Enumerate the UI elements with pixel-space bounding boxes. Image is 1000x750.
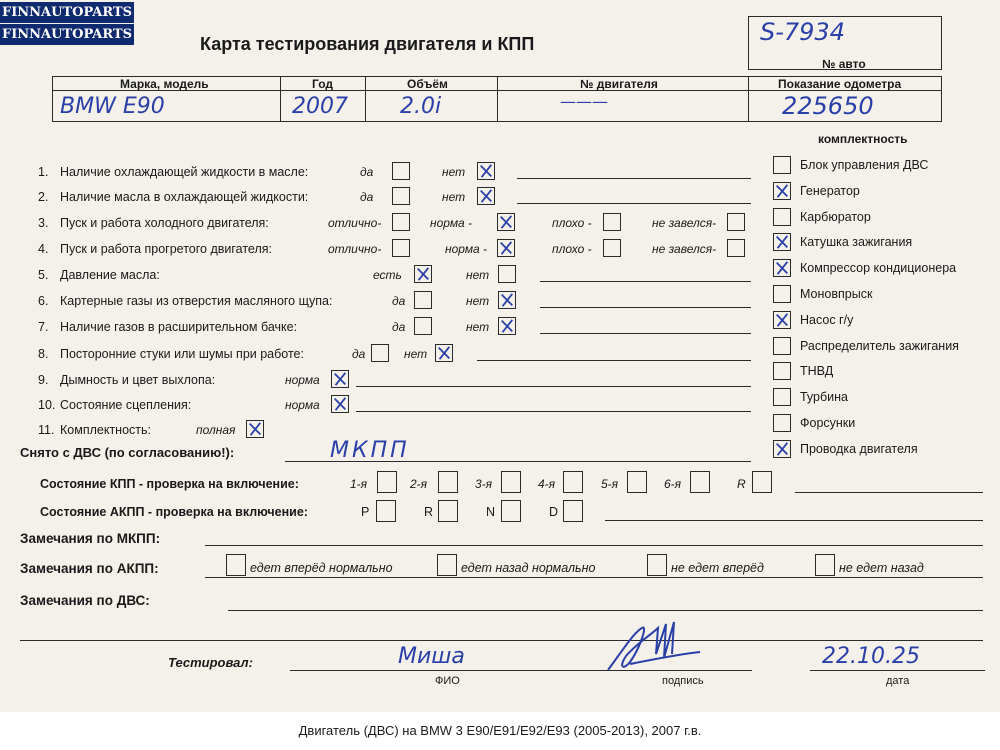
check-option-label: нет	[404, 347, 428, 361]
vin-label: № авто	[822, 57, 866, 71]
name-caption: ФИО	[435, 675, 460, 687]
kit-checkbox[interactable]	[773, 311, 791, 329]
akpp-note-checkbox[interactable]	[647, 554, 667, 576]
header-col-engine-no: № двигателя	[580, 77, 658, 91]
check-option-checkbox[interactable]	[331, 370, 349, 388]
value-year: 2007	[292, 94, 348, 119]
akpp-note-checkbox[interactable]	[437, 554, 457, 576]
kpp-gear-label: 4-я	[538, 477, 556, 491]
value-odometer: 225650	[782, 92, 874, 120]
check-option-label: норма	[285, 398, 320, 412]
check-row-number: 2.	[38, 190, 49, 204]
check-option-checkbox[interactable]	[603, 239, 621, 257]
kit-checkbox[interactable]	[773, 362, 791, 380]
kpp-gear-checkbox[interactable]	[690, 471, 710, 493]
akpp-gear-label: D	[549, 505, 559, 519]
check-option-checkbox[interactable]	[331, 395, 349, 413]
header-col-model: Марка, модель	[120, 77, 209, 91]
signature-icon	[600, 614, 710, 678]
check-option-checkbox[interactable]	[392, 239, 410, 257]
vin-value: S-7934	[760, 18, 845, 46]
date-caption: дата	[886, 675, 910, 687]
check-option-checkbox[interactable]	[414, 265, 432, 283]
check-option-checkbox[interactable]	[477, 187, 495, 205]
kit-item-label: Проводка двигателя	[800, 441, 918, 456]
check-option-label: норма	[285, 373, 320, 387]
tested-label: Тестировал:	[168, 655, 253, 670]
kit-item-label: Турбина	[800, 390, 848, 405]
kpp-gear-label: R	[737, 477, 746, 491]
akpp-notes-line	[205, 577, 983, 578]
kpp-gear-label: 5-я	[601, 477, 619, 491]
kit-item-label: Карбюратор	[800, 209, 871, 224]
kpp-label: Состояние КПП - проверка на включение:	[40, 477, 299, 491]
check-row-label: Дымность и цвет выхлопа:	[60, 373, 216, 387]
kit-checkbox[interactable]	[773, 259, 791, 277]
check-row-label: Состояние сцепления:	[60, 398, 192, 412]
akpp-note-label: не едет назад	[839, 561, 924, 575]
check-row-line	[517, 178, 751, 179]
check-row-number: 3.	[38, 216, 49, 230]
kit-item-label: Генератор	[800, 183, 860, 198]
check-row-label: Посторонние стуки или шумы при работе:	[60, 347, 304, 361]
check-option-checkbox[interactable]	[371, 344, 389, 362]
check-option-label: да	[392, 294, 406, 308]
akpp-gear-checkbox[interactable]	[438, 500, 458, 522]
check-row-label: Наличие газов в расширительном бачке:	[60, 320, 298, 334]
check-row-line	[540, 281, 751, 282]
check-row-label: Пуск и работа холодного двигателя:	[60, 216, 269, 230]
check-option-checkbox[interactable]	[498, 291, 516, 309]
check-option-label: плохо -	[552, 242, 592, 256]
check-option-label: норма -	[445, 242, 488, 256]
kpp-gear-label: 2-я	[410, 477, 428, 491]
kit-checkbox[interactable]	[773, 208, 791, 226]
notes-dvs-label: Замечания по ДВС:	[20, 593, 150, 608]
akpp-gear-checkbox[interactable]	[501, 500, 521, 522]
akpp-note-label: не едет вперёд	[671, 561, 764, 575]
check-option-label: да	[360, 165, 374, 179]
check-row-line	[477, 360, 751, 361]
kpp-gear-checkbox[interactable]	[438, 471, 458, 493]
kit-item-label: Компрессор кондиционера	[800, 261, 957, 276]
watermark-logo-top: FINNAUTOPARTS	[0, 2, 134, 23]
akpp-label: Состояние АКПП - проверка на включение:	[40, 505, 308, 519]
kit-checkbox[interactable]	[773, 233, 791, 251]
watermark-logo-bottom: FINNAUTOPARTS	[0, 24, 134, 45]
check-row-label: Картерные газы из отверстия масляного щупа:	[60, 294, 333, 308]
akpp-note-label: едет назад нормально	[461, 561, 596, 575]
header-col-odometer: Показание одометра	[778, 77, 902, 91]
check-row-number: 6.	[38, 294, 49, 308]
akpp-gear-label: N	[486, 505, 496, 519]
check-option-checkbox[interactable]	[603, 213, 621, 231]
check-row-number: 7.	[38, 320, 49, 334]
check-option-checkbox[interactable]	[246, 420, 264, 438]
check-option-label: нет	[442, 190, 466, 204]
check-row-number: 10.	[38, 398, 56, 412]
value-model: BMW E90	[60, 94, 165, 119]
check-option-label: плохо -	[552, 216, 592, 230]
check-option-label: нет	[442, 165, 466, 179]
check-option-label: не завелся-	[652, 242, 717, 256]
check-option-label: норма -	[430, 216, 473, 230]
tester-name: Миша	[398, 644, 465, 669]
kpp-gear-checkbox[interactable]	[563, 471, 583, 493]
check-row-label: Комплектность:	[60, 423, 151, 437]
check-row-label: Наличие масла в охлаждающей жидкости:	[60, 190, 309, 204]
kit-item-label: Катушка зажигания	[800, 235, 913, 250]
check-row-number: 5.	[38, 268, 49, 282]
check-option-checkbox[interactable]	[497, 213, 515, 231]
kpp-gear-label: 1-я	[350, 477, 368, 491]
check-row-line	[356, 411, 751, 412]
akpp-gear-checkbox[interactable]	[563, 500, 583, 522]
check-row-line	[356, 386, 751, 387]
check-option-label: нет	[466, 268, 490, 282]
value-engine-no: ———	[560, 92, 608, 111]
check-option-checkbox[interactable]	[392, 162, 410, 180]
akpp-gear-label: P	[361, 505, 370, 519]
check-row-label: Пуск и работа прогретого двигателя:	[60, 242, 272, 256]
akpp-note-checkbox[interactable]	[226, 554, 246, 576]
header-col-volume: Объём	[407, 77, 448, 91]
akpp-note-checkbox[interactable]	[815, 554, 835, 576]
check-option-checkbox[interactable]	[498, 265, 516, 283]
check-option-checkbox[interactable]	[477, 162, 495, 180]
image-caption: Двигатель (ДВС) на BMW 3 E90/E91/E92/E93 (2005-2013), 2007 г.в.	[0, 712, 1000, 750]
kpp-gear-checkbox[interactable]	[501, 471, 521, 493]
kpp-gear-checkbox[interactable]	[752, 471, 772, 493]
notes-mkpp-label: Замечания по МКПП:	[20, 531, 161, 546]
kpp-gear-label: 3-я	[475, 477, 493, 491]
kit-checkbox[interactable]	[773, 182, 791, 200]
header-col-year: Год	[312, 77, 333, 91]
akpp-gear-checkbox[interactable]	[376, 500, 396, 522]
check-row-number: 1.	[38, 165, 49, 179]
kit-item-label: Насос г/у	[800, 312, 854, 327]
kit-title: комплектность	[818, 132, 908, 146]
check-option-label: отлично-	[328, 242, 382, 256]
check-option-label: нет	[466, 320, 490, 334]
kit-item-label: Блок управления ДВС	[800, 158, 929, 172]
kpp-gear-checkbox[interactable]	[377, 471, 397, 493]
check-row-number: 11.	[38, 423, 55, 437]
kit-item-label: Распределитель зажигания	[800, 338, 959, 353]
check-option-label: отлично-	[328, 216, 382, 230]
check-option-checkbox[interactable]	[392, 187, 410, 205]
check-row-number: 4.	[38, 242, 49, 256]
kpp-gear-checkbox[interactable]	[627, 471, 647, 493]
notes-akpp-label: Замечания по АКПП:	[20, 561, 159, 576]
check-option-label: не завелся-	[652, 216, 717, 230]
kit-item-label: ТНВД	[800, 364, 834, 379]
kit-checkbox[interactable]	[773, 285, 791, 303]
check-row-number: 9.	[38, 373, 49, 387]
check-option-label: да	[392, 320, 406, 334]
signature-caption: подпись	[662, 675, 704, 687]
check-row-label: Наличие охлаждающей жидкости в масле:	[60, 165, 309, 179]
form-title: Карта тестирования двигателя и КПП	[200, 34, 535, 54]
check-row-line	[540, 307, 751, 308]
check-option-checkbox[interactable]	[414, 291, 432, 309]
akpp-note-label: едет вперёд нормально	[250, 561, 393, 575]
kpp-gear-label: 6-я	[664, 477, 682, 491]
removed-value: МКПП	[330, 438, 410, 463]
check-row-line	[517, 203, 751, 204]
check-option-label: нет	[466, 294, 490, 308]
check-option-checkbox[interactable]	[727, 213, 745, 231]
check-option-label: да	[360, 190, 374, 204]
check-row-number: 8.	[38, 347, 49, 361]
date-value: 22.10.25	[822, 644, 920, 669]
check-row-label: Давление масла:	[60, 268, 160, 282]
value-volume: 2.0i	[400, 94, 442, 119]
kit-checkbox[interactable]	[773, 388, 791, 406]
kit-checkbox[interactable]	[773, 156, 791, 174]
kit-checkbox[interactable]	[773, 337, 791, 355]
akpp-gear-label: R	[424, 505, 434, 519]
kit-item-label: Форсунки	[800, 416, 856, 430]
kit-item-label: Моновпрыск	[800, 287, 873, 301]
check-option-checkbox[interactable]	[727, 239, 745, 257]
check-option-checkbox[interactable]	[414, 317, 432, 335]
kit-checkbox[interactable]	[773, 440, 791, 458]
check-option-checkbox[interactable]	[435, 344, 453, 362]
removed-label: Снято с ДВС (по согласованию!):	[20, 445, 235, 460]
check-row-line	[540, 333, 751, 334]
check-option-checkbox[interactable]	[392, 213, 410, 231]
check-option-label: да	[352, 347, 366, 361]
check-option-label: есть	[373, 268, 402, 282]
check-option-label: полная	[196, 423, 236, 437]
check-option-checkbox[interactable]	[497, 239, 515, 257]
kit-checkbox[interactable]	[773, 414, 791, 432]
check-option-checkbox[interactable]	[498, 317, 516, 335]
